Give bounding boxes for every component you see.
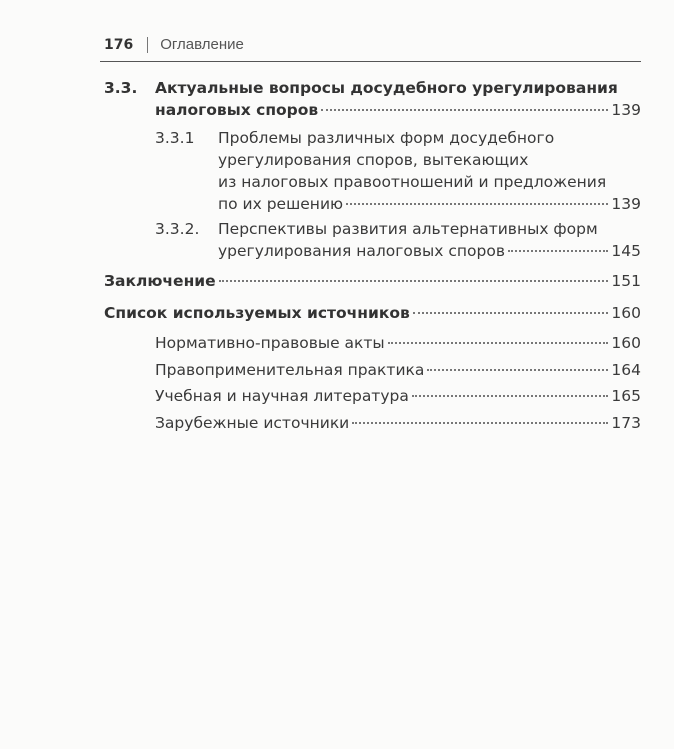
toc-entry-text: Проблемы различных форм досудебного [218, 129, 555, 147]
leader-dots [346, 203, 608, 205]
toc-entry-3-3-2[interactable] [218, 218, 641, 262]
toc-entry-text: Правоприменительная практика [155, 360, 425, 379]
toc-page: 164 [611, 360, 641, 379]
toc-entry-3-3-1[interactable] [218, 127, 641, 215]
toc-entry-text: налоговых споров [155, 101, 319, 119]
header-rule [100, 61, 641, 62]
leader-dots [321, 109, 608, 111]
toc-section-number: 3.3.2. [155, 220, 200, 238]
running-header [104, 36, 244, 53]
toc-section-number: 3.3.1 [155, 129, 195, 147]
toc-entry-text: из налоговых правоотношений и предложения [218, 173, 607, 191]
toc-entry-text: Зарубежные источники [155, 414, 350, 433]
toc-entry-text: Актуальные вопросы досудебного урегулирования [155, 79, 618, 97]
toc-entry-3-3[interactable] [155, 77, 641, 121]
page-number: 176 [104, 36, 134, 53]
toc-subentry[interactable] [155, 357, 641, 384]
leader-dots [412, 395, 609, 397]
toc-page: 160 [611, 334, 641, 352]
leader-dots [388, 342, 609, 344]
toc-entry-text: Нормативно-правовые акты [155, 334, 385, 352]
toc-subentry[interactable] [155, 410, 641, 437]
toc-sources-list [155, 330, 641, 437]
leader-dots [508, 250, 608, 252]
header-title: Оглавление [160, 36, 244, 53]
header-separator [147, 37, 148, 53]
toc-subentry[interactable] [155, 330, 641, 357]
toc-page: 160 [611, 304, 641, 322]
toc-entry-text: по их решению [218, 195, 344, 213]
leader-dots [413, 312, 609, 314]
toc-entry-text: Заключение [104, 272, 216, 290]
toc-page: 165 [611, 387, 641, 406]
toc-page: 139 [611, 101, 641, 119]
toc-entry-text: урегулирования налоговых споров [218, 242, 505, 260]
toc-page: 145 [611, 242, 641, 260]
toc-subentry[interactable] [155, 383, 641, 410]
toc-entry-text: Перспективы развития альтернативных форм [218, 220, 598, 238]
toc-page: 139 [611, 195, 641, 213]
toc-entry-text: урегулирования споров, вытекающих [218, 151, 529, 169]
toc-entry-conclusion[interactable] [104, 270, 641, 292]
leader-dots [427, 369, 608, 371]
leader-dots [219, 280, 609, 282]
toc-section-number: 3.3. [104, 79, 138, 97]
toc-page: 173 [611, 414, 641, 433]
leader-dots [352, 422, 608, 424]
toc-entry-text: Учебная и научная литература [155, 387, 409, 406]
toc-entry-sources[interactable] [104, 302, 641, 324]
toc-entry-text: Список используемых источников [104, 304, 410, 322]
toc-page: 151 [611, 272, 641, 290]
